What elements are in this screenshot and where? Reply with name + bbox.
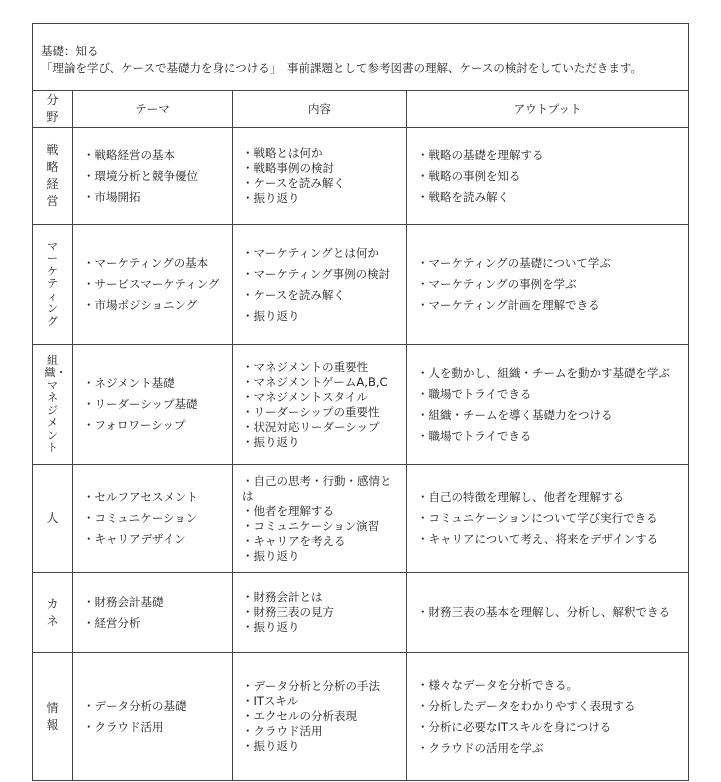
category-label: 情報: [46, 700, 59, 732]
content-item: ・他者を理解する: [242, 503, 334, 518]
output-item: ・マーケティングの基礎について学ぶ: [417, 256, 611, 270]
output-item: ・戦略の事例を知る: [417, 168, 521, 183]
content-item: ・マーケティングとは何か: [242, 245, 379, 260]
output-item: ・分析したデータをわかりやすく表現する: [417, 698, 636, 713]
category-label: 組織・マネジメント: [44, 353, 67, 454]
output-item: ・組織・チームを導く基礎力をつける: [417, 407, 613, 422]
theme-item: ・環境分析と競争優位: [83, 168, 198, 183]
content-item: ・財務三表の見方: [242, 605, 334, 619]
theme-item: ・キャリアデザイン: [83, 532, 186, 546]
theme-item: ・ネジメント基礎: [83, 376, 175, 390]
output-item: ・戦略を読み解く: [417, 189, 509, 204]
theme-item: ・リーダーシップ基礎: [83, 397, 198, 411]
content-item: ・コミュニケーション演習: [242, 518, 380, 533]
category-cell: [33, 128, 73, 225]
output-item: ・戦略の基礎を理解する: [417, 147, 544, 162]
category-label: 人: [46, 511, 59, 525]
theme-item: ・コミュニケーション: [83, 511, 198, 525]
category-label: カネ: [46, 596, 59, 628]
content-item: ・振り返り: [242, 548, 300, 563]
content-item: ・ケースを読み解く: [242, 176, 345, 190]
category-cell: [33, 345, 73, 465]
output-item: ・職場でトライできる: [417, 386, 532, 401]
output-item: ・人を動かし、組織・チームを動かす基礎を学ぶ: [417, 365, 670, 380]
output-cell: [407, 653, 689, 781]
category-cell: [33, 653, 73, 781]
content-item: ・データ分析と分析の手法: [242, 679, 380, 693]
theme-cell: [73, 573, 233, 653]
theme-item: ・経営分析: [83, 615, 141, 630]
category-cell: [33, 465, 73, 573]
table-row: [33, 128, 689, 225]
output-item: ・職場でトライできる: [417, 428, 532, 443]
output-item: ・財務三表の基本を理解し、分析し、解釈できる: [417, 605, 670, 619]
output-item: ・マーケティングの事例を学ぶ: [417, 277, 577, 291]
output-item: ・マーケティング計画を理解できる: [417, 298, 600, 312]
content-cell: [233, 653, 407, 781]
theme-item: ・セルフアセスメント: [83, 490, 198, 504]
output-cell: [407, 573, 689, 653]
content-item: ・マーケティング事例の検討: [242, 266, 391, 281]
table-row: [33, 573, 689, 653]
table-row: [33, 465, 689, 573]
intro-row: [33, 24, 689, 91]
theme-cell: [73, 225, 233, 345]
category-label: マーケティング: [47, 239, 58, 328]
output-item: ・分析に必要なITスキルを身につける: [417, 719, 612, 734]
content-cell: [233, 225, 407, 345]
output-cell: [407, 128, 689, 225]
content-item: ・振り返り: [242, 308, 300, 323]
content-item: ・戦略事例の検討: [242, 161, 334, 175]
header-output: アウトプット: [407, 91, 689, 128]
content-cell: [233, 573, 407, 653]
content-item: ・戦略とは何か: [242, 146, 323, 160]
output-item: ・様々なデータを分析できる。: [417, 677, 578, 692]
curriculum-table: [32, 23, 689, 781]
content-item: ・クラウド活用: [242, 724, 323, 738]
theme-item: ・データ分析の基礎: [83, 698, 187, 713]
intro-description: 「理論を学び、ケースで基礎力を身につける」 事前課題として参考図書の理解、ケースの検討をしていただきます。: [41, 61, 642, 75]
content-item: ・エクセルの分析表現: [242, 709, 357, 723]
intro-cell: [33, 24, 689, 91]
header-category: 分野: [33, 91, 73, 128]
table-row: [33, 653, 689, 781]
output-cell: [407, 465, 689, 573]
content-item: ・キャリアを考える: [242, 533, 346, 548]
output-item: ・コミュニケーションについて学び実行できる: [417, 511, 658, 525]
content-item: ・自己の思考・行動・感情とは: [242, 473, 392, 503]
content-item: ・リーダーシップの重要性: [242, 404, 380, 419]
theme-cell: [73, 465, 233, 573]
header-row: [33, 91, 689, 128]
content-item: ・マネジメントの重要性: [242, 359, 369, 374]
theme-cell: [73, 128, 233, 225]
intro-title: 基礎：知る: [41, 44, 99, 58]
theme-item: ・市場ポジショニング: [83, 298, 198, 312]
content-item: ・振り返り: [242, 191, 300, 205]
content-cell: [233, 465, 407, 573]
content-item: ・振り返り: [242, 434, 300, 449]
content-cell: [233, 128, 407, 225]
table-row: [33, 345, 689, 465]
output-item: ・キャリアについて考え、将来をデザインする: [417, 532, 659, 546]
output-item: ・自己の特徴を理解し、他者を理解する: [417, 490, 624, 504]
theme-cell: [73, 345, 233, 465]
theme-cell: [73, 653, 233, 781]
category-cell: [33, 573, 73, 653]
category-cell: [33, 225, 73, 345]
content-cell: [233, 345, 407, 465]
table-row: [33, 225, 689, 345]
category-label: 戦略経営: [46, 143, 59, 208]
header-theme: テーマ: [73, 91, 233, 128]
content-item: ・振り返り: [242, 739, 300, 753]
header-content: 内容: [233, 91, 407, 128]
output-item: ・クラウドの活用を学ぶ: [417, 740, 544, 755]
theme-item: ・フォロワーシップ: [83, 418, 186, 432]
content-item: ・ケースを読み解く: [242, 287, 345, 302]
theme-item: ・サービスマーケティング: [83, 277, 220, 291]
content-item: ・ITスキル: [242, 694, 299, 708]
content-item: ・マネジメントスタイル: [242, 389, 368, 404]
theme-item: ・マーケティングの基本: [83, 256, 209, 270]
output-cell: [407, 345, 689, 465]
theme-item: ・財務会計基礎: [83, 594, 164, 609]
content-item: ・財務会計とは: [242, 590, 323, 604]
theme-item: ・クラウド活用: [83, 719, 164, 734]
content-item: ・マネジメントゲームA,B,C: [242, 374, 388, 389]
theme-item: ・戦略経営の基本: [83, 147, 175, 162]
theme-item: ・市場開拓: [83, 189, 141, 204]
content-item: ・振り返り: [242, 620, 300, 634]
output-cell: [407, 225, 689, 345]
content-item: ・状況対応リーダーシップ: [242, 419, 380, 434]
